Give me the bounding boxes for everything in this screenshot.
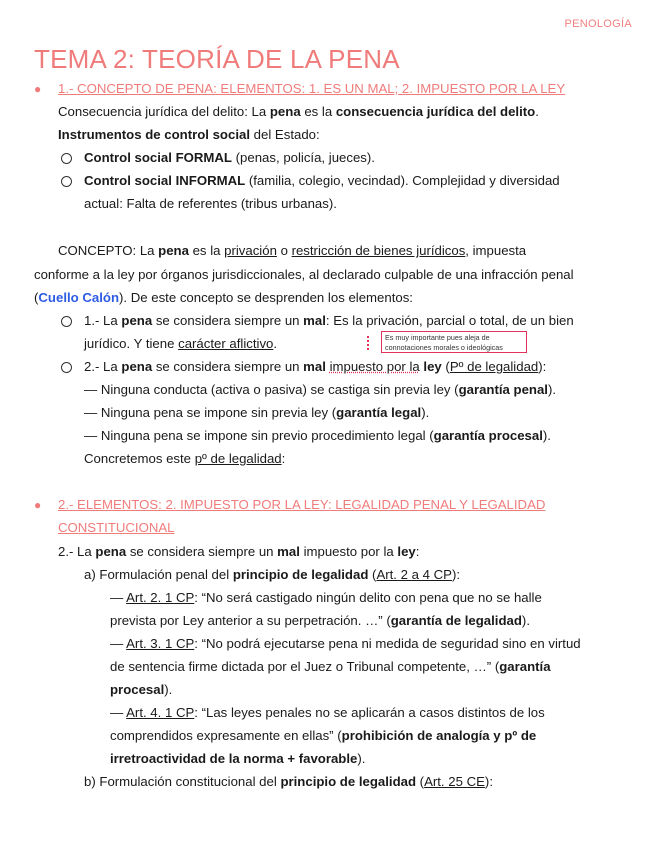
intro-line-1 — [58, 103, 539, 121]
text: irretroactividad de la norma + favorable — [110, 751, 358, 766]
text: ). — [542, 428, 551, 443]
circle-bullet-icon — [61, 153, 72, 164]
circle-bullet-icon — [61, 176, 72, 187]
text: Pº de legalidad — [449, 359, 539, 374]
text: : — [415, 544, 420, 559]
text: garantía legal — [336, 405, 422, 420]
concepto-line-3 — [34, 289, 413, 307]
text: garantía — [499, 659, 551, 674]
header-tag: PENOLOGÍA — [564, 18, 632, 30]
art-2-line-1 — [110, 589, 542, 607]
section2-heading-2: CONSTITUCIONAL — [58, 520, 175, 535]
text: privación — [224, 243, 277, 258]
s2-line-1 — [58, 543, 419, 561]
text: : “No podrá ejecutarse pena ni medida de seguridad sino en virtud — [194, 636, 581, 651]
text: : “No será castigado ningún delito con pena que no se halle — [194, 590, 542, 605]
art-4-line-3 — [110, 750, 365, 768]
art-3-line-3 — [110, 681, 172, 699]
text: (penas, policía, jueces). — [232, 150, 375, 165]
text: ). — [547, 382, 557, 397]
text: : — [281, 451, 286, 466]
text: ( — [441, 359, 450, 374]
text: prohibición de analogía y pº de — [341, 728, 537, 743]
text: Art. 25 CE — [424, 774, 485, 789]
text: — — [110, 590, 127, 605]
text: impuesto por la — [299, 544, 398, 559]
text: Art. 4. 1 CP — [126, 705, 195, 720]
annotation-marker — [367, 336, 377, 350]
circle-bullet-icon — [61, 362, 72, 373]
text: del Estado: — [250, 127, 320, 142]
page-title: TEMA 2: TEORÍA DE LA PENA — [34, 44, 400, 74]
text: Art. 2. 1 CP — [126, 590, 195, 605]
dash-item-3 — [84, 427, 551, 445]
text: — — [110, 636, 127, 651]
text: ). — [164, 682, 173, 697]
intro-line-2 — [58, 126, 320, 144]
text: ): — [451, 567, 460, 582]
text: pena — [158, 243, 189, 258]
text: ). — [357, 751, 366, 766]
control-informal-cont: actual: Falta de referentes (tribus urbanas). — [84, 196, 337, 211]
text: carácter aflictivo — [178, 336, 274, 351]
text: pena — [269, 104, 301, 119]
element-1-line-2 — [84, 335, 277, 353]
art-3-line-1 — [110, 635, 581, 653]
text: es la — [188, 243, 225, 258]
text: ( — [416, 774, 425, 789]
text: Consecuencia jurídica del delito: La — [58, 104, 270, 119]
text: principio de legalidad — [280, 774, 417, 789]
art-3-line-2 — [110, 658, 551, 676]
text: comprendidos expresamente en ellas” ( — [110, 728, 342, 743]
text: Concretemos este — [84, 451, 195, 466]
text: se considera siempre un — [152, 313, 304, 328]
text: ley — [397, 544, 416, 559]
text: consecuencia jurídica del delito — [335, 104, 536, 119]
text: ( — [34, 290, 39, 305]
dash-item-1 — [84, 381, 556, 399]
annotation-note: Es muy importante pues aleja de connotaciones morales o ideológicas — [381, 331, 527, 353]
element-1-line-1 — [84, 312, 574, 330]
text: — Ninguna pena se impone sin previa ley ( — [84, 405, 337, 420]
text: : Es la privación, parcial o total, de un bien — [325, 313, 574, 328]
text: ( — [368, 567, 377, 582]
text: — Ninguna conducta (activa o pasiva) se castiga sin previa ley ( — [84, 382, 459, 397]
text: . — [535, 104, 539, 119]
text: ). De este concepto se desprenden los elementos: — [119, 290, 413, 305]
concepto-line-1 — [58, 242, 526, 260]
art-4-line-1 — [110, 704, 545, 722]
art-4-line-2 — [110, 727, 536, 745]
text: es la — [300, 104, 336, 119]
art-2-line-2 — [110, 612, 530, 630]
s2-item-a — [84, 566, 460, 584]
text: pº de legalidad — [194, 451, 282, 466]
text: — — [110, 705, 127, 720]
concretemos-line — [84, 450, 285, 468]
text: b) Formulación constitucional del — [84, 774, 281, 789]
text: se considera siempre un — [126, 544, 278, 559]
text: mal — [277, 544, 300, 559]
text: (familia, colegio, vecindad). Complejidad y diversidad — [245, 173, 560, 188]
text: Art. 3. 1 CP — [126, 636, 195, 651]
text: pena — [121, 313, 153, 328]
element-2-line-1 — [84, 358, 546, 376]
text: pena — [121, 359, 153, 374]
text: 2.- La — [84, 359, 122, 374]
text: Control social FORMAL — [84, 150, 232, 165]
text: ): — [538, 359, 547, 374]
control-formal — [84, 149, 375, 167]
text: pena — [95, 544, 127, 559]
text: restricción de bienes jurídicos — [291, 243, 466, 258]
text: ). — [521, 613, 530, 628]
section2-heading-1: 2.- ELEMENTOS: 2. IMPUESTO POR LA LEY: LEGALIDAD PENAL Y LEGALIDAD — [58, 497, 546, 512]
text: prevista por Ley anterior a su perpetración. …” ( — [110, 613, 391, 628]
text: , impuesta — [465, 243, 527, 258]
text: CONCEPTO: La — [58, 243, 159, 258]
text: ley — [423, 359, 442, 374]
text: se considera siempre un — [152, 359, 304, 374]
text: ). — [421, 405, 430, 420]
text: o — [276, 243, 292, 258]
text: Control social INFORMAL — [84, 173, 246, 188]
text: mal — [303, 359, 326, 374]
text: jurídico. Y tiene — [84, 336, 179, 351]
text: garantía penal — [458, 382, 548, 397]
text: . — [273, 336, 278, 351]
text: de sentencia firme dictada por el Juez o Tribunal competente, …” ( — [110, 659, 500, 674]
text: mal — [303, 313, 326, 328]
dash-item-2 — [84, 404, 429, 422]
text: garantía procesal — [433, 428, 543, 443]
text: impuesto por la — [329, 359, 420, 374]
s2-item-b — [84, 773, 493, 791]
author-name: Cuello Calón — [38, 290, 119, 305]
circle-bullet-icon — [61, 316, 72, 327]
text: a) Formulación penal del — [84, 567, 233, 582]
section-bullet: ● — [34, 498, 42, 512]
concepto-line-2: conforme a la ley por órganos jurisdiccionales, al declarado culpable de una infracción penal — [34, 267, 574, 282]
text: principio de legalidad — [232, 567, 369, 582]
text: garantía de legalidad — [390, 613, 522, 628]
text: ): — [484, 774, 493, 789]
control-informal — [84, 172, 560, 190]
section1-heading: 1.- CONCEPTO DE PENA: ELEMENTOS: 1. ES UN MAL; 2. IMPUESTO POR LA LEY — [58, 81, 566, 96]
text: Art. 2 a 4 CP — [376, 567, 452, 582]
text: procesal — [110, 682, 165, 697]
text: 2.- La — [58, 544, 96, 559]
text: 1.- La — [84, 313, 122, 328]
text: Instrumentos de control social — [58, 127, 250, 142]
text: : “Las leyes penales no se aplicarán a casos distintos de los — [194, 705, 545, 720]
text: — Ninguna pena se impone sin previo procedimiento legal ( — [84, 428, 434, 443]
section-bullet: ● — [34, 82, 42, 96]
